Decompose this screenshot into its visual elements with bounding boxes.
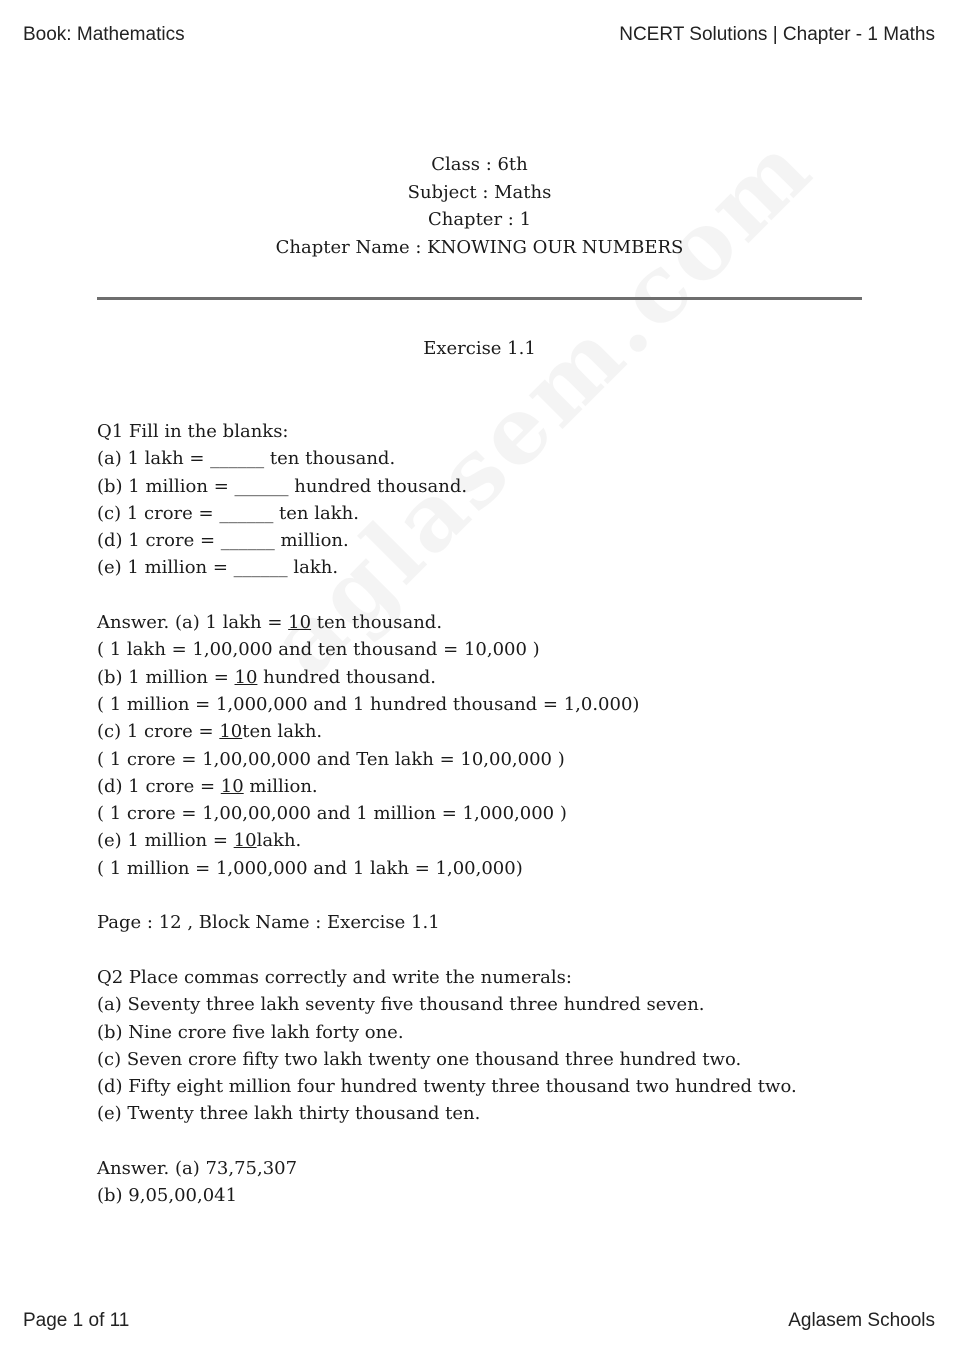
q2-item: (c) Seven crore fifty two lakh twenty one thousand three hundred two.	[97, 1048, 742, 1070]
answer-prefix: (c) 1 crore =	[97, 721, 220, 743]
q2-item: (e) Twenty three lakh thirty thousand ten.	[97, 1103, 481, 1125]
subject-label: Subject : Maths	[407, 181, 552, 203]
answer-suffix: million.	[243, 775, 318, 797]
q1-question: Q1 Fill in the blanks:	[97, 421, 289, 442]
q2-item: (b) Nine crore five lakh forty one.	[97, 1021, 404, 1043]
divider	[97, 297, 862, 300]
exercise-title: Exercise 1.1	[423, 338, 536, 359]
q1-answer-note: ( 1 crore = 1,00,00,000 and Ten lakh = 10,00,000 )	[97, 748, 565, 770]
q1-answer-d	[97, 773, 877, 800]
q1-answer-note: ( 1 million = 1,000,000 and 1 hundred thousand = 1,0.000)	[97, 693, 640, 715]
q1-answer-note: ( 1 million = 1,000,000 and 1 lakh = 1,00,000)	[97, 857, 523, 879]
q1-answer-c	[97, 718, 877, 745]
class-label: Class : 6th	[431, 154, 528, 175]
footer-publisher: Aglasem Schools	[788, 1310, 935, 1331]
q2-answer: Answer. (a) 73,75,307	[97, 1158, 298, 1180]
answer-value: 10	[288, 612, 312, 634]
header-book-title: Book: Mathematics	[23, 24, 185, 45]
answer-prefix: (d) 1 crore =	[97, 775, 221, 797]
q1-item: (b) 1 million = ______ hundred thousand.	[97, 475, 468, 497]
q1-answer-e	[97, 827, 877, 854]
q1-answer-note: ( 1 lakh = 1,00,000 and ten thousand = 10,000 )	[97, 639, 540, 661]
q1-item: (c) 1 crore = ______ ten lakh.	[97, 502, 359, 524]
page-reference: Page : 12 , Block Name : Exercise 1.1	[97, 912, 440, 934]
answer-value: 10	[220, 775, 244, 797]
answer-suffix: ten thousand.	[311, 612, 443, 634]
q1-answer-a	[97, 609, 877, 636]
q1-item: (d) 1 crore = ______ million.	[97, 530, 349, 552]
header-chapter-title: NCERT Solutions | Chapter - 1 Maths	[619, 24, 935, 45]
q1-item: (a) 1 lakh = ______ ten thousand.	[97, 448, 396, 470]
q1-answer-note: ( 1 crore = 1,00,00,000 and 1 million = 1,000,000 )	[97, 803, 567, 825]
answer-suffix: ten lakh.	[242, 721, 323, 743]
q2-item: (d) Fifty eight million four hundred twenty three thousand two hundred two.	[97, 1076, 797, 1098]
q1-item: (e) 1 million = ______ lakh.	[97, 557, 339, 579]
chapter-name-label: Chapter Name : KNOWING OUR NUMBERS	[275, 236, 684, 258]
q1-answer-b	[97, 664, 877, 691]
q2-question: Q2 Place commas correctly and write the numerals:	[97, 966, 572, 988]
chapter-label: Chapter : 1	[427, 209, 532, 230]
answer-suffix: lakh.	[256, 830, 302, 852]
answer-value: 10	[234, 666, 258, 688]
page-number: Page 1 of 11	[23, 1310, 130, 1331]
answer-prefix: (e) 1 million =	[97, 830, 234, 852]
answer-prefix: Answer. (a) 1 lakh =	[97, 612, 289, 634]
q2-answer: (b) 9,05,00,041	[97, 1185, 238, 1207]
title-block	[0, 151, 959, 261]
answer-value: 10	[233, 830, 257, 852]
answer-value: 10	[219, 721, 243, 743]
answer-suffix: hundred thousand.	[257, 666, 437, 688]
document-body	[97, 418, 877, 1210]
answer-prefix: (b) 1 million =	[97, 666, 235, 688]
q2-item: (a) Seventy three lakh seventy five thousand three hundred seven.	[97, 994, 705, 1016]
